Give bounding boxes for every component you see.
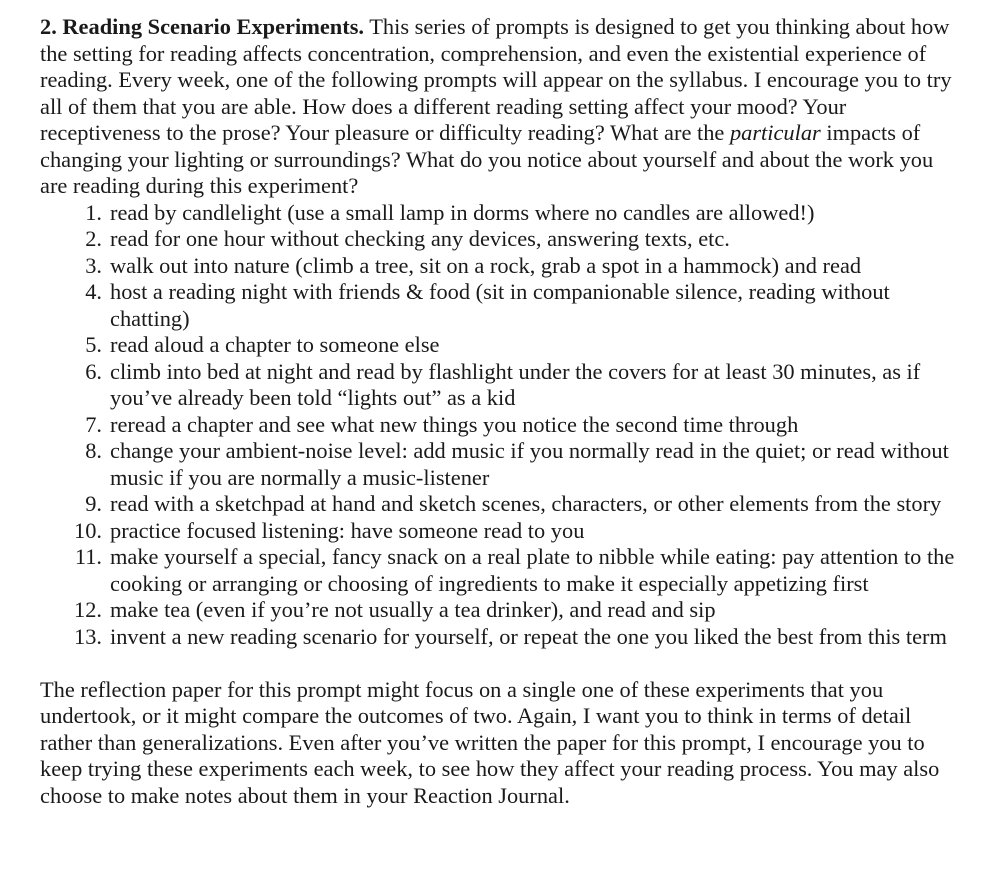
list-item-text: invent a new reading scenario for yourself, or repeat the one you liked the best from this term	[110, 623, 947, 649]
list-number: 6.	[85, 358, 102, 384]
list-item	[40, 200, 965, 227]
list-item	[40, 518, 965, 545]
list-item-text: read by candlelight (use a small lamp in dorms where no candles are allowed!)	[110, 199, 815, 225]
list-number: 10.	[74, 517, 102, 543]
closing-paragraph: The reflection paper for this prompt might focus on a single one of these experiments that you undertook, or it might compare the outcomes of two. Again, I want you to think in terms of detail rather than generalizations. Even after you’ve written the paper for this prompt, I encourage you to keep trying these experiments each week, to see how they affect your reading process. You may also choose to make notes about them in your Reaction Journal.	[40, 676, 940, 808]
list-item-text: make tea (even if you’re not usually a tea drinker), and read and sip	[110, 597, 716, 622]
list-item-text: practice focused listening: have someone read to you	[110, 517, 585, 543]
intro-text-end: impacts of changing your lighting or surroundings? What do you notice about yourself and about the work you are reading during this experiment?	[40, 120, 934, 198]
list-item-text: read for one hour without checking any devices, answering texts, etc.	[110, 226, 730, 251]
list-number: 3.	[85, 252, 102, 278]
list-item	[40, 412, 965, 439]
list-item-text: host a reading night with friends & food (sit in companionable silence, reading without chatting)	[110, 279, 890, 331]
list-number: 9.	[85, 491, 102, 516]
list-item-text: make yourself a special, fancy snack on a real plate to nibble while eating: pay attention to the cooking or arranging or choosing of ingredients to make it especially appetizing first	[110, 544, 955, 596]
list-item	[40, 332, 965, 359]
list-number: 11.	[74, 544, 102, 569]
section-heading: 2. Reading Scenario Experiments.	[40, 14, 365, 39]
prompt-list	[40, 200, 965, 651]
list-number: 2.	[85, 226, 102, 251]
list-item	[40, 544, 965, 597]
list-number: 13.	[74, 623, 102, 649]
intro-text: This series of prompts is designed to get you thinking about how the setting for reading affects concentration, comprehension, and even the existential experience of reading. Every week, one of the following prompts will appear on the syllabus. I encourage you to try all of them that you are able. How does a different reading setting affect your mood? Your receptiveness to the prose? Your pleasure or difficulty reading? What are the	[40, 14, 952, 145]
list-item	[40, 253, 965, 280]
list-number: 4.	[85, 279, 102, 304]
list-item	[40, 597, 965, 624]
list-item-text: change your ambient-noise level: add music if you normally read in the quiet; or read without music if you are normally a music-listener	[110, 438, 949, 490]
intro-paragraph	[40, 14, 965, 200]
list-number: 8.	[85, 438, 102, 463]
list-item	[40, 624, 965, 651]
list-number: 7.	[85, 411, 102, 437]
list-item	[40, 279, 965, 332]
list-item	[40, 491, 965, 518]
list-number: 12.	[74, 597, 102, 622]
list-item-text: reread a chapter and see what new things you notice the second time through	[110, 411, 799, 437]
intro-emphasis: particular	[729, 120, 821, 145]
list-item-text: walk out into nature (climb a tree, sit on a rock, grab a spot in a hammock) and read	[110, 252, 862, 278]
list-number: 5.	[85, 332, 102, 357]
list-item	[40, 359, 965, 412]
list-item	[40, 438, 965, 491]
list-item-text: read with a sketchpad at hand and sketch scenes, characters, or other elements from the story	[110, 491, 942, 516]
document-page	[40, 14, 965, 809]
list-item-text: climb into bed at night and read by flashlight under the covers for at least 30 minutes, as if you’ve already been told “lights out” as a kid	[110, 358, 921, 410]
list-item-text: read aloud a chapter to someone else	[110, 332, 440, 357]
list-number: 1.	[85, 199, 102, 225]
list-item	[40, 226, 965, 253]
